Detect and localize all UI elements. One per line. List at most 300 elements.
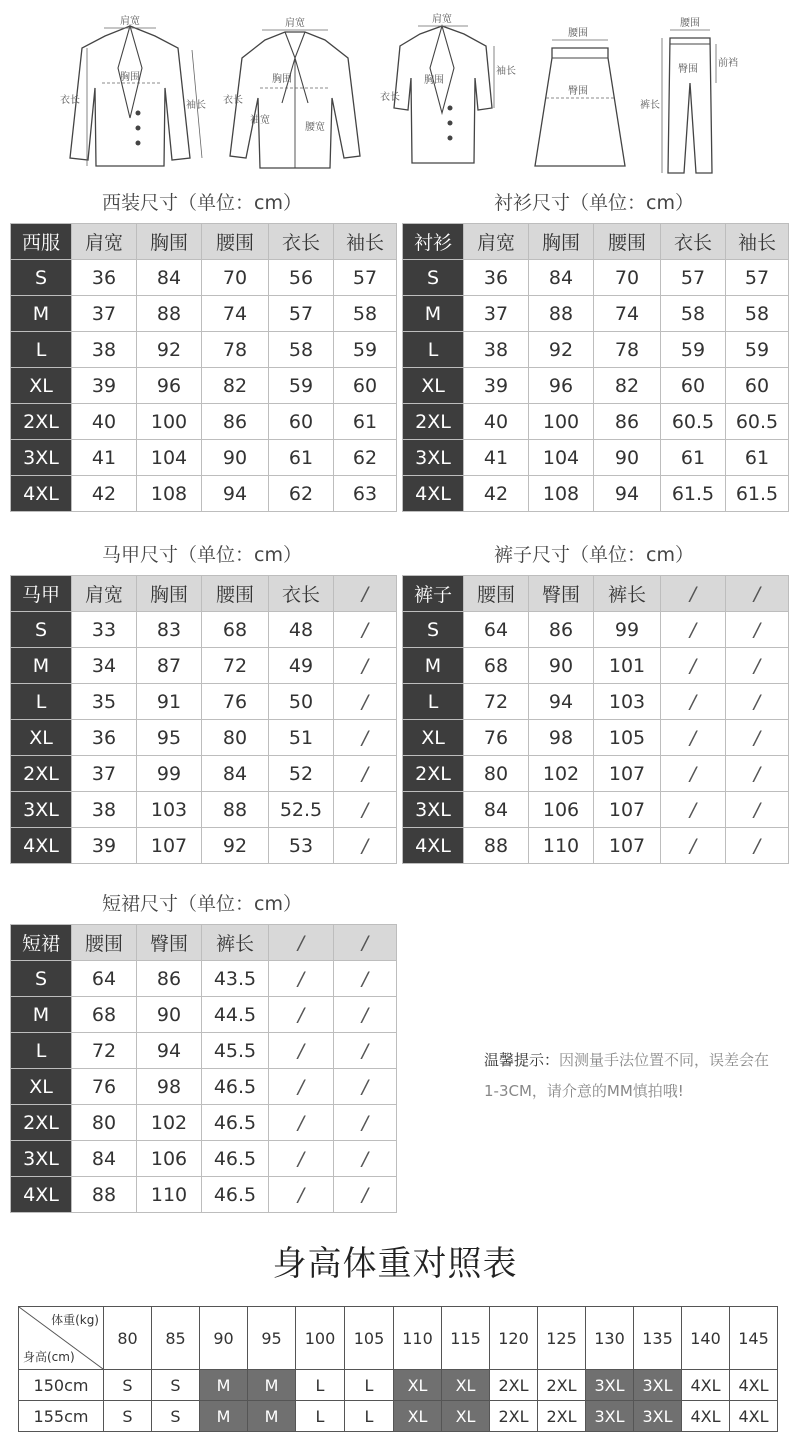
vest-label-shoulder: 肩宽 [432,14,452,25]
size-label-cell: L [11,332,72,368]
measurement-cell: / [269,1177,334,1213]
size-cell: 2XL [538,1401,586,1432]
column-header-cell: 腰围 [594,224,661,260]
measurement-cell: / [726,720,789,756]
measurement-cell: 51 [269,720,334,756]
measurement-cell: 58 [269,332,334,368]
measurement-cell: 108 [137,476,202,512]
measurement-cell: 92 [202,828,269,864]
measurement-cell: 68 [202,612,269,648]
column-header-cell: 肩宽 [72,576,137,612]
measurement-cell: 86 [202,404,269,440]
measurement-cell: 41 [72,440,137,476]
measurement-cell: 110 [529,828,594,864]
measurement-cell: 82 [594,368,661,404]
size-label-cell: M [11,997,72,1033]
column-header-cell: / [269,925,334,961]
measurement-cell: 88 [137,296,202,332]
size-row [403,476,789,512]
size-label-cell: L [11,684,72,720]
measurement-cell: 90 [202,440,269,476]
measurement-cell: 92 [529,332,594,368]
weight-header-cell: 140 [682,1307,730,1370]
weight-header-cell: 85 [152,1307,200,1370]
measurement-cell: 104 [529,440,594,476]
shirt-size-table [402,223,789,512]
measurement-cell: 62 [269,476,334,512]
measurement-cell: 88 [202,792,269,828]
column-header-cell: / [334,576,397,612]
measurement-cell: 98 [529,720,594,756]
blouse-label-waist: 腰宽 [305,122,325,133]
measurement-cell: 45.5 [202,1033,269,1069]
column-header-cell: 裤长 [202,925,269,961]
size-label-cell: S [403,612,464,648]
measurement-cell: 108 [529,476,594,512]
measurement-cell: 58 [661,296,726,332]
vest-label-length: 衣长 [380,92,400,103]
size-row [403,792,789,828]
size-row [11,260,397,296]
size-row [403,828,789,864]
vest-table-title: 马甲尺寸（单位：cm） [102,544,302,566]
measurement-cell: 60 [334,368,397,404]
measurement-cell: / [334,1105,397,1141]
size-cell: S [104,1370,152,1401]
measurement-cell: 53 [269,828,334,864]
measurement-cell: 36 [72,260,137,296]
measurement-cell: 60 [661,368,726,404]
measurement-cell: 40 [464,404,529,440]
column-header-cell: 袖长 [726,224,789,260]
size-label-cell: L [403,684,464,720]
skirt-label-waist: 腰围 [568,28,588,39]
measurement-cell: / [334,1069,397,1105]
size-row [11,684,397,720]
measurement-cell: 90 [529,648,594,684]
measurement-cell: 76 [202,684,269,720]
measurement-cell: 57 [334,260,397,296]
size-cell: XL [394,1401,442,1432]
size-label-cell: XL [11,1069,72,1105]
measurement-cell: 59 [661,332,726,368]
category-header-cell: 西服 [11,224,72,260]
size-row [11,332,397,368]
size-cell: L [296,1370,345,1401]
measurement-cell: 59 [726,332,789,368]
measurement-cell: 35 [72,684,137,720]
pants-label-waist: 腰围 [680,18,700,29]
measurement-cell: 86 [529,612,594,648]
size-row [11,612,397,648]
measurement-cell: 72 [464,684,529,720]
measurement-cell: 37 [464,296,529,332]
measurement-cell: 84 [202,756,269,792]
size-cell: L [345,1370,394,1401]
measurement-cell: 42 [72,476,137,512]
measurement-cell: 106 [137,1141,202,1177]
weight-header-cell: 135 [634,1307,682,1370]
measurement-cell: 101 [594,648,661,684]
pants-table-title: 裤子尺寸（单位：cm） [494,544,694,566]
size-cell: 3XL [634,1401,682,1432]
measurement-cell: 107 [137,828,202,864]
weight-header-cell: 80 [104,1307,152,1370]
measurement-cell: 38 [464,332,529,368]
measurement-cell: 59 [269,368,334,404]
jacket-label-shoulder: 肩宽 [120,16,140,27]
skirt-table-title: 短裙尺寸（单位：cm） [102,893,302,915]
measurement-cell: 46.5 [202,1105,269,1141]
measurement-cell: 105 [594,720,661,756]
weight-header-cell: 115 [442,1307,490,1370]
size-cell: 4XL [730,1370,778,1401]
column-header-cell: 袖长 [334,224,397,260]
measurement-cell: 46.5 [202,1141,269,1177]
measurement-cell: 76 [72,1069,137,1105]
measurement-cell: / [334,1033,397,1069]
size-label-cell: XL [11,368,72,404]
blouse-sketch [220,8,370,178]
category-header-cell: 衬衫 [403,224,464,260]
category-header-cell: 短裙 [11,925,72,961]
suit-size-table [10,223,397,512]
measurement-cell: / [661,612,726,648]
measurement-cell: 107 [594,828,661,864]
size-cell: 2XL [490,1370,538,1401]
size-row [11,648,397,684]
measurement-cell: 58 [334,296,397,332]
measurement-cell: / [661,828,726,864]
size-cell: M [248,1370,296,1401]
column-header-cell: 腰围 [202,576,269,612]
tip-text: 因测量手法位置不同，误差会在1-3CM，请介意的MM慎拍哦! [484,1051,770,1100]
measurement-cell: 42 [464,476,529,512]
category-header-cell: 裤子 [403,576,464,612]
jacket-sketch [60,8,210,178]
measurement-cell: / [334,756,397,792]
measurement-cell: / [726,612,789,648]
measurement-cell: 68 [464,648,529,684]
size-cell: M [248,1401,296,1432]
measurement-cell: / [334,1177,397,1213]
size-label-cell: 4XL [11,476,72,512]
measurement-cell: 76 [464,720,529,756]
weight-header-cell: 130 [586,1307,634,1370]
measurement-cell: 61 [334,404,397,440]
measurement-cell: 52 [269,756,334,792]
weight-header-cell: 120 [490,1307,538,1370]
measurement-cell: / [269,1105,334,1141]
measurement-cell: / [334,684,397,720]
measurement-cell: / [661,684,726,720]
size-row [403,440,789,476]
measurement-cell: 95 [137,720,202,756]
size-header-row [403,576,789,612]
measurement-cell: 63 [334,476,397,512]
weight-header-cell: 95 [248,1307,296,1370]
size-label-cell: M [11,296,72,332]
measurement-cell: 102 [529,756,594,792]
size-cell: S [152,1370,200,1401]
weight-header-cell: 105 [345,1307,394,1370]
pants-size-table [402,575,789,864]
measurement-cell: 96 [137,368,202,404]
size-row [11,720,397,756]
column-header-cell: 胸围 [137,576,202,612]
measurement-cell: 48 [269,612,334,648]
pants-sketch [640,8,740,178]
measurement-cell: 82 [202,368,269,404]
measurement-cell: 96 [529,368,594,404]
measurement-cell: 70 [202,260,269,296]
column-header-cell: 腰围 [72,925,137,961]
size-header-row [11,925,397,961]
pants-label-length: 裤长 [640,100,660,111]
size-row [11,476,397,512]
blouse-label-shoulder: 肩宽 [285,18,305,29]
measurement-cell: / [269,961,334,997]
size-row [11,756,397,792]
measurement-cell: 88 [464,828,529,864]
measurement-cell: 103 [594,684,661,720]
size-row [11,368,397,404]
measurement-cell: 103 [137,792,202,828]
column-header-cell: 裤长 [594,576,661,612]
size-label-cell: 4XL [11,828,72,864]
height-weight-title: 身高体重对照表 [272,1244,518,1284]
column-header-cell: / [661,576,726,612]
measurement-cell: 100 [137,404,202,440]
column-header-cell: 肩宽 [464,224,529,260]
weight-header-cell: 125 [538,1307,586,1370]
measurement-cell: 94 [529,684,594,720]
size-row [11,1177,397,1213]
measurement-cell: / [726,828,789,864]
measurement-cell: / [661,756,726,792]
measurement-cell: 92 [137,332,202,368]
measurement-cell: 50 [269,684,334,720]
jacket-label-sleeve: 袖长 [186,100,206,111]
measurement-cell: 98 [137,1069,202,1105]
measurement-cell: / [661,792,726,828]
measurement-cell: 52.5 [269,792,334,828]
size-label-cell: XL [403,720,464,756]
measurement-cell: / [334,612,397,648]
size-row [403,404,789,440]
column-header-cell: 衣长 [269,224,334,260]
measurement-cell: 39 [72,368,137,404]
measurement-cell: 61.5 [726,476,789,512]
vest-size-table [10,575,397,864]
blouse-label-cuff: 袖宽 [250,115,270,126]
measurement-cell: 94 [202,476,269,512]
blouse-label-length: 衣长 [223,95,243,106]
measurement-cell: 37 [72,756,137,792]
measurement-cell: 86 [137,961,202,997]
size-row [403,612,789,648]
measurement-cell: 57 [726,260,789,296]
size-row [403,368,789,404]
size-row [11,961,397,997]
shirt-table-title: 衬衫尺寸（单位：cm） [494,192,694,214]
column-header-cell: 腰围 [464,576,529,612]
size-cell: XL [394,1370,442,1401]
measurement-cell: 88 [529,296,594,332]
size-label-cell: 2XL [403,756,464,792]
size-label-cell: S [11,260,72,296]
size-label-cell: S [403,260,464,296]
measurement-cell: 106 [529,792,594,828]
column-header-cell: 衣长 [661,224,726,260]
measurement-cell: 90 [137,997,202,1033]
measurement-cell: / [726,792,789,828]
weight-header-cell: 90 [200,1307,248,1370]
measurement-cell: / [661,648,726,684]
size-label-cell: L [403,332,464,368]
measurement-cell: 107 [594,792,661,828]
measurement-cell: / [269,1069,334,1105]
measurement-cell: 70 [594,260,661,296]
jacket-label-chest: 胸围 [120,72,140,83]
size-header-row [403,224,789,260]
measurement-cell: 60 [726,368,789,404]
measurement-cell: 107 [594,756,661,792]
hw-header-row [19,1307,778,1370]
hw-corner-cell [19,1307,104,1370]
measurement-cell: / [334,997,397,1033]
measurement-cell: / [334,828,397,864]
measurement-cell: / [269,1141,334,1177]
size-label-cell: XL [403,368,464,404]
height-row [19,1401,778,1432]
vest-label-sleeve: 袖长 [496,66,516,77]
size-label-cell: 3XL [11,792,72,828]
measurement-cell: 110 [137,1177,202,1213]
measurement-cell: 94 [137,1033,202,1069]
column-header-cell: / [334,925,397,961]
measurement-cell: 74 [594,296,661,332]
height-label-cell: 150cm [19,1370,104,1401]
size-header-row [11,576,397,612]
category-header-cell: 马甲 [11,576,72,612]
measurement-cell: 91 [137,684,202,720]
size-row [403,296,789,332]
size-label-cell: S [11,961,72,997]
measurement-cell: 104 [137,440,202,476]
measurement-cell: 84 [137,260,202,296]
size-label-cell: 4XL [11,1177,72,1213]
size-cell: XL [442,1370,490,1401]
measurement-cell: 46.5 [202,1177,269,1213]
size-label-cell: 3XL [403,792,464,828]
blouse-label-chest: 胸围 [272,74,292,85]
measurement-cell: / [334,720,397,756]
measurement-cell: 39 [72,828,137,864]
garment-sketches [60,8,740,180]
size-label-cell: 3XL [11,1141,72,1177]
measurement-cell: 60.5 [661,404,726,440]
measurement-cell: 38 [72,332,137,368]
size-header-row [11,224,397,260]
measurement-cell: 84 [529,260,594,296]
column-header-cell: 衣长 [269,576,334,612]
size-label-cell: XL [11,720,72,756]
measurement-cell: 40 [72,404,137,440]
measurement-cell: 72 [202,648,269,684]
measurement-cell: 80 [202,720,269,756]
column-header-cell: 肩宽 [72,224,137,260]
measurement-cell: 64 [72,961,137,997]
size-cell: 4XL [730,1401,778,1432]
measurement-cell: 58 [726,296,789,332]
measurement-cell: / [726,648,789,684]
measurement-cell: / [269,997,334,1033]
vest-sketch [380,8,516,178]
size-label-cell: M [11,648,72,684]
size-row [403,756,789,792]
measurement-cell: 84 [464,792,529,828]
column-header-cell: / [726,576,789,612]
size-cell: 3XL [634,1370,682,1401]
size-row [11,1033,397,1069]
measurement-cell: 83 [137,612,202,648]
measurement-cell: 33 [72,612,137,648]
measurement-cell: 59 [334,332,397,368]
pants-label-hip: 臀围 [678,64,698,75]
size-row [11,1069,397,1105]
tip-label: 温馨提示： [484,1051,560,1069]
measurement-cell: 64 [464,612,529,648]
measurement-cell: 57 [269,296,334,332]
measurement-cell: 90 [594,440,661,476]
size-row [11,1141,397,1177]
size-row [11,792,397,828]
measurement-cell: 37 [72,296,137,332]
size-row [403,720,789,756]
measurement-cell: 84 [72,1141,137,1177]
size-cell: 3XL [586,1370,634,1401]
measurement-cell: 68 [72,997,137,1033]
corner-weight-label: 体重(kg) [51,1313,99,1327]
size-label-cell: 2XL [11,404,72,440]
column-header-cell: 腰围 [202,224,269,260]
measurement-cell: 34 [72,648,137,684]
size-cell: XL [442,1401,490,1432]
measurement-cell: 74 [202,296,269,332]
size-cell: 3XL [586,1401,634,1432]
measurement-cell: 36 [72,720,137,756]
size-row [11,296,397,332]
pants-label-rise: 前裆 [718,58,738,69]
measurement-cell: 36 [464,260,529,296]
measurement-cell: 60 [269,404,334,440]
measurement-cell: 38 [72,792,137,828]
measurement-cell: 61 [726,440,789,476]
measurement-cell: 41 [464,440,529,476]
measurement-cell: 61 [661,440,726,476]
measurement-cell: 102 [137,1105,202,1141]
size-label-cell: M [403,296,464,332]
size-label-cell: 2XL [403,404,464,440]
measurement-cell: / [726,684,789,720]
size-cell: M [200,1370,248,1401]
size-row [403,332,789,368]
measurement-cell: 56 [269,260,334,296]
weight-header-cell: 110 [394,1307,442,1370]
size-row [11,1105,397,1141]
size-row [11,440,397,476]
